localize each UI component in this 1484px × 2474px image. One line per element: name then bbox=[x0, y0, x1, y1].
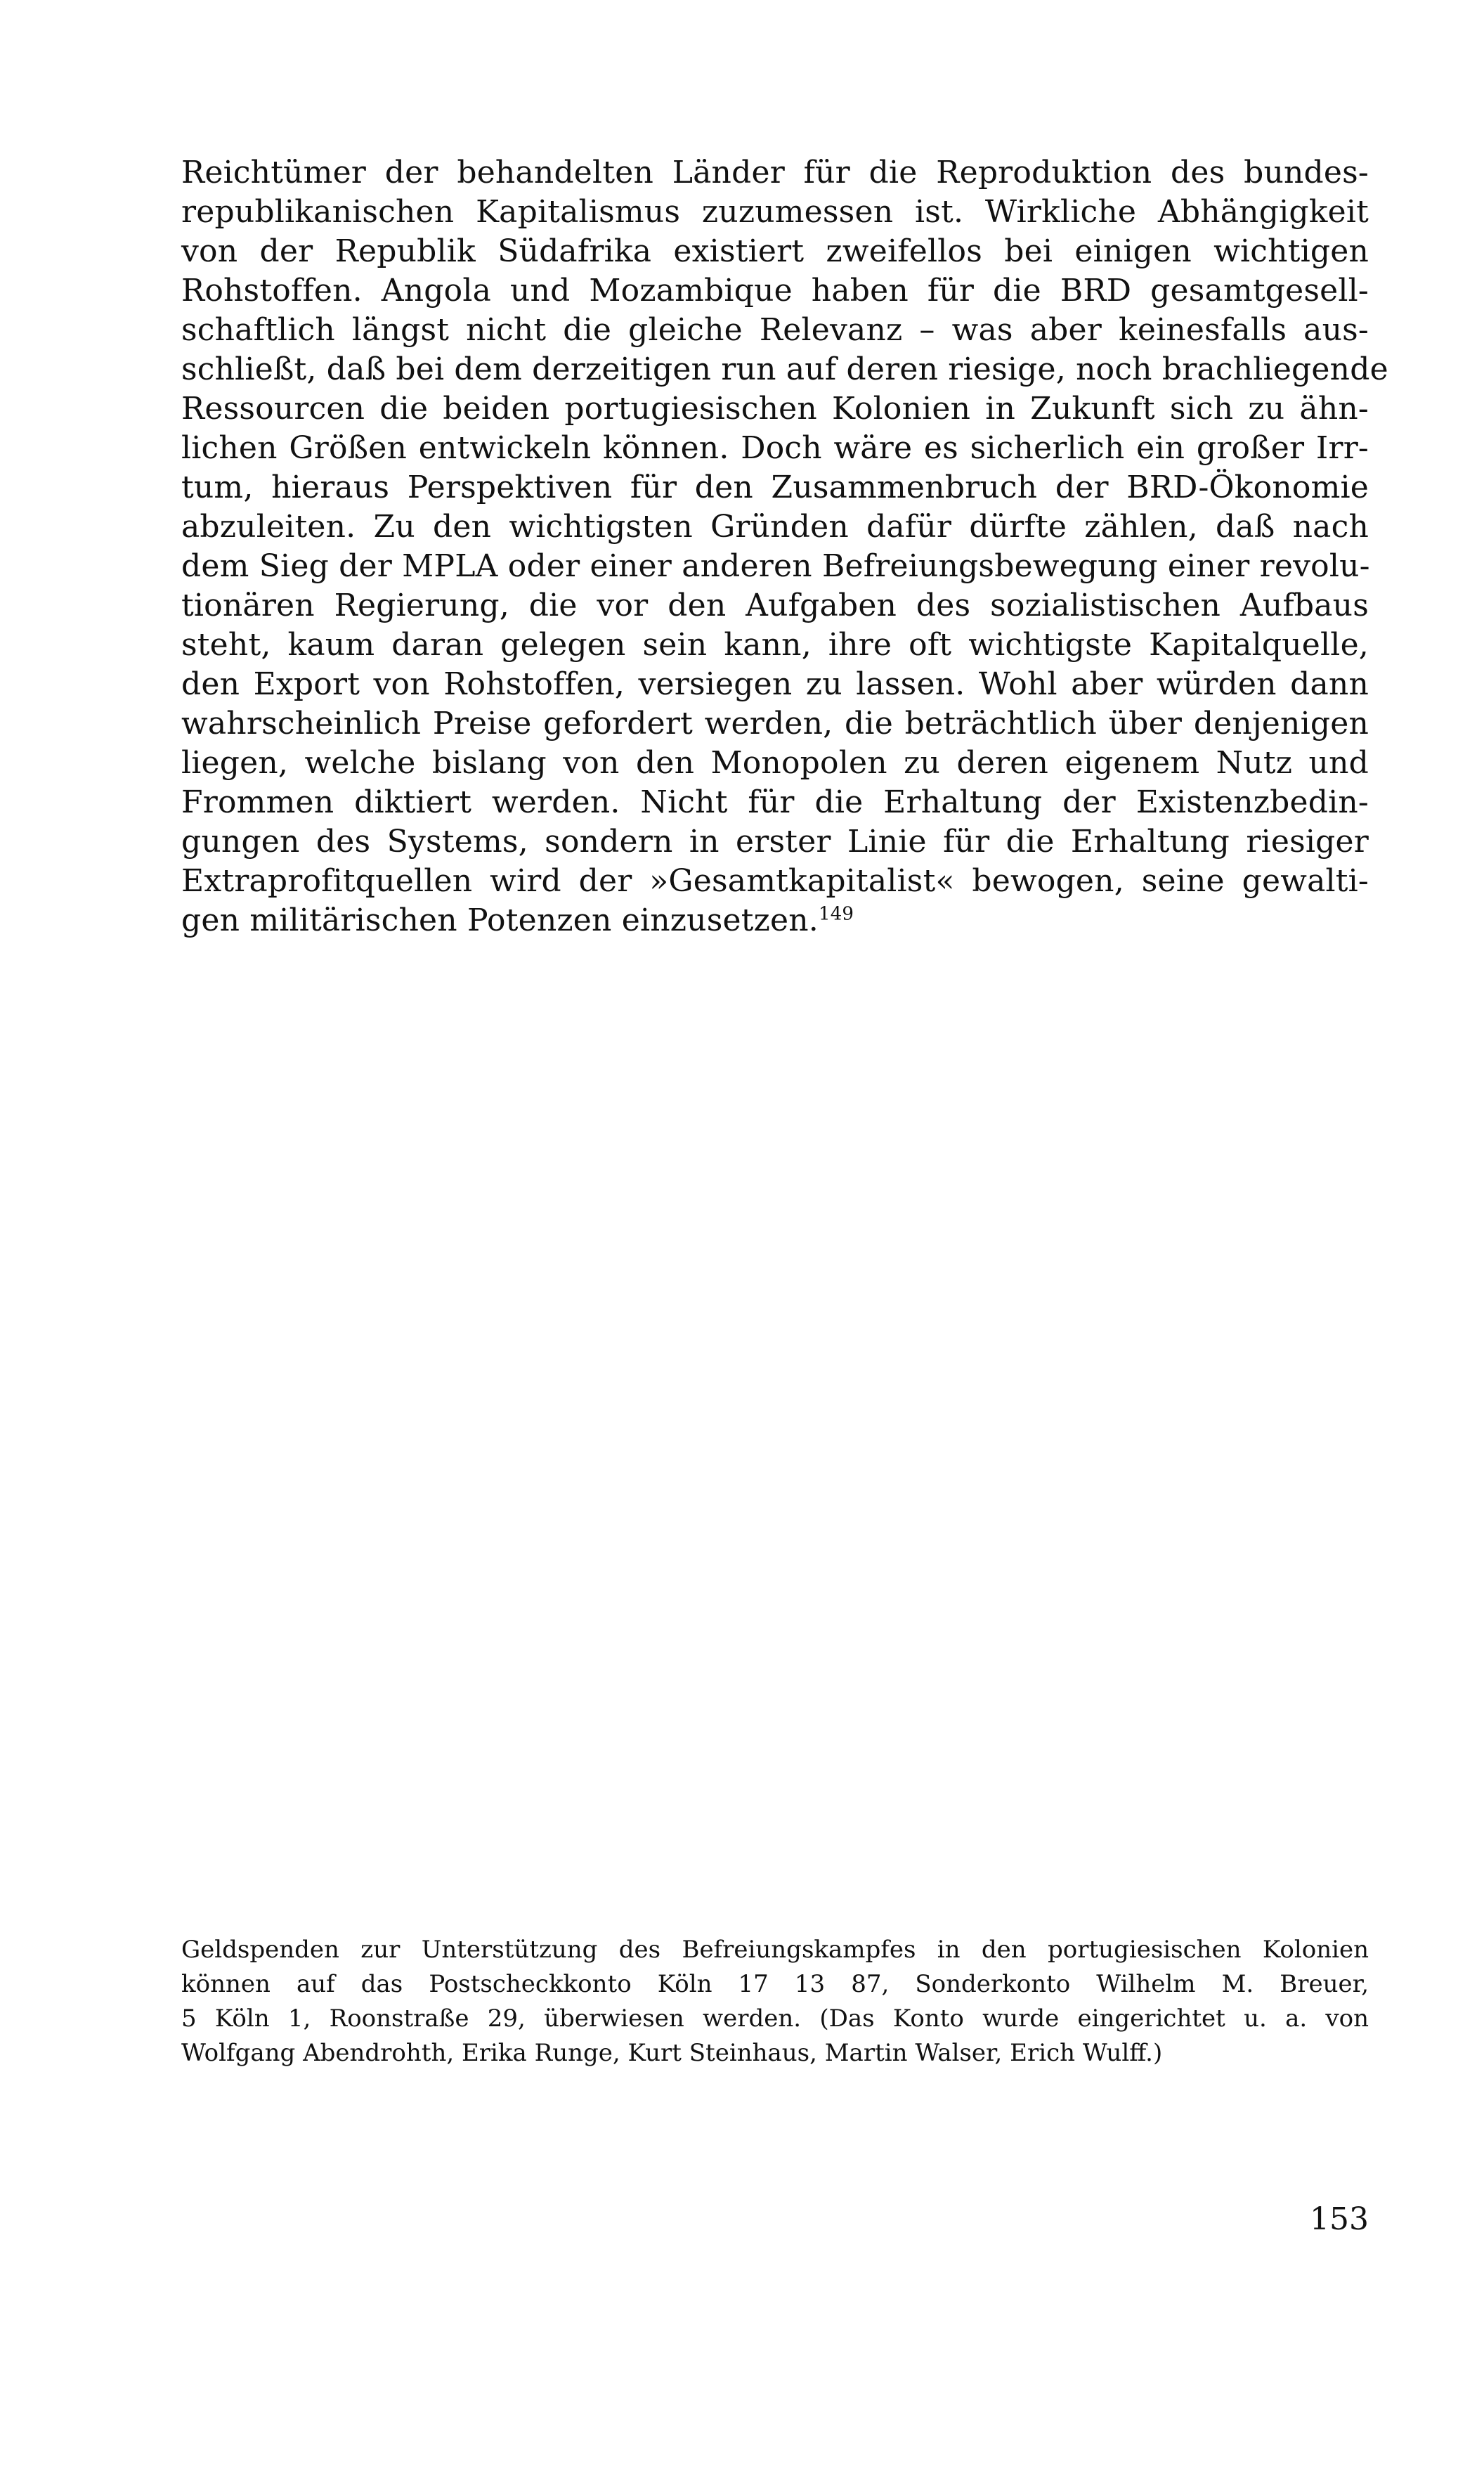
footnote-line: Wolfgang Abendrohth, Erika Runge, Kurt Steinhaus, Martin Walser, Erich Wulff.) bbox=[181, 2039, 1163, 2067]
footnote-reference: 149 bbox=[818, 903, 854, 925]
text-line: den Export von Rohstoffen, versiegen zu lassen. Wohl aber würden dann bbox=[181, 666, 1369, 702]
body-text bbox=[181, 153, 1388, 940]
text-line: von der Republik Südafrika existiert zweifellos bei einigen wichtigen bbox=[181, 233, 1369, 269]
text-line: schließt, daß bei dem derzeitigen run auf deren riesige, noch brachliegende bbox=[181, 351, 1388, 387]
text-line: abzuleiten. Zu den wichtigsten Gründen dafür dürfte zählen, daß nach bbox=[181, 509, 1369, 545]
footnote-line: 5 Köln 1, Roonstraße 29, überwiesen werden. (Das Konto wurde eingerichtet u. a. von bbox=[181, 2005, 1369, 2033]
text-line: gungen des Systems, sondern in erster Linie für die Erhaltung riesiger bbox=[181, 824, 1369, 860]
text-line: Extraprofitquellen wird der »Gesamtkapitalist« bewogen, seine gewalti- bbox=[181, 863, 1369, 899]
text-line-content: gen militärischen Potenzen einzusetzen. bbox=[181, 902, 819, 938]
text-line: Rohstoffen. Angola und Mozambique haben für die BRD gesamtgesell- bbox=[181, 273, 1369, 309]
text-line: dem Sieg der MPLA oder einer anderen Befreiungsbewegung einer revolu- bbox=[181, 548, 1370, 584]
text-line: schaftlich längst nicht die gleiche Relevanz – was aber keinesfalls aus- bbox=[181, 312, 1369, 348]
footnote-line: Geldspenden zur Unterstützung des Befreiungskampfes in den portugiesischen Kolonien bbox=[181, 1936, 1369, 1964]
footnote bbox=[181, 1933, 1369, 2071]
text-line: republikanischen Kapitalismus zuzumessen ist. Wirkliche Abhängigkeit bbox=[181, 194, 1369, 230]
text-line: liegen, welche bislang von den Monopolen zu deren eigenem Nutz und bbox=[181, 745, 1369, 781]
text-line: lichen Größen entwickeln können. Doch wäre es sicherlich ein großer Irr- bbox=[181, 430, 1369, 466]
text-line-last bbox=[181, 901, 1369, 940]
text-line: steht, kaum daran gelegen sein kann, ihre oft wichtigste Kapitalquelle, bbox=[181, 627, 1369, 663]
text-line: tionären Regierung, die vor den Aufgaben des sozialistischen Aufbaus bbox=[181, 588, 1369, 623]
text-line: tum, hieraus Perspektiven für den Zusammenbruch der BRD-Ökonomie bbox=[181, 469, 1369, 505]
text-line: Ressourcen die beiden portugiesischen Kolonien in Zukunft sich zu ähn- bbox=[181, 391, 1369, 427]
text-line: Frommen diktiert werden. Nicht für die Erhaltung der Existenzbedin- bbox=[181, 784, 1369, 820]
page-number: 153 bbox=[1310, 2201, 1369, 2237]
text-line: wahrscheinlich Preise gefordert werden, die beträchtlich über denjenigen bbox=[181, 706, 1369, 741]
text-line: Reichtümer der behandelten Länder für die Reproduktion des bundes- bbox=[181, 155, 1369, 190]
footnote-line: können auf das Postscheckkonto Köln 17 13 87, Sonderkonto Wilhelm M. Breuer, bbox=[181, 1970, 1369, 1998]
